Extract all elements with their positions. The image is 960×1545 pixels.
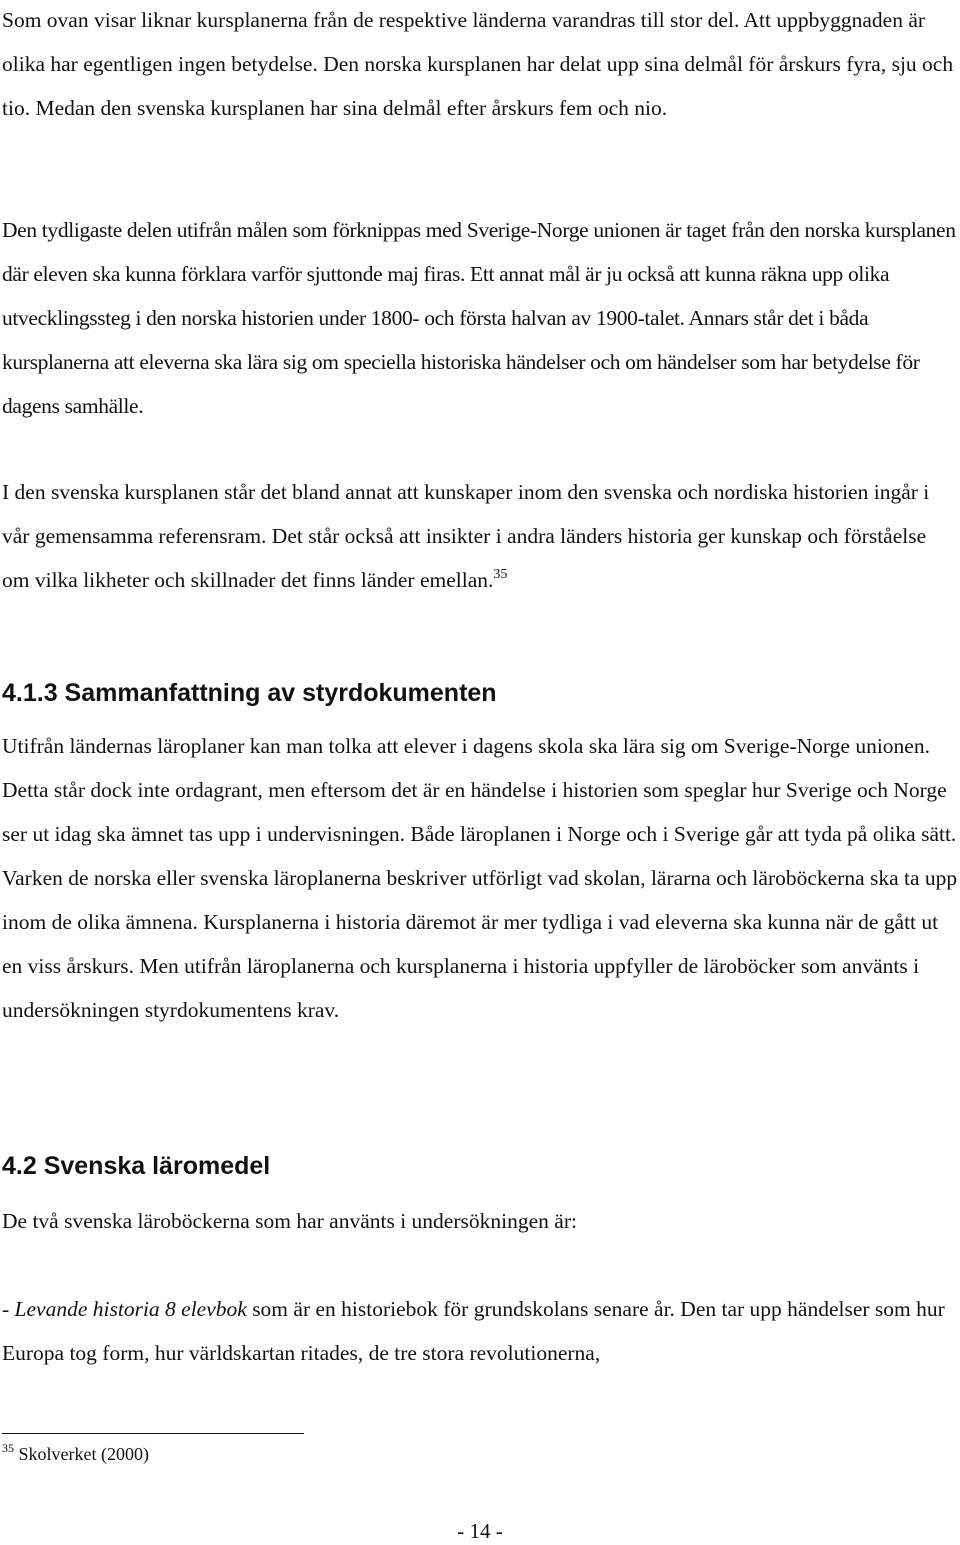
paragraph-textbook-entry — [2, 1287, 958, 1375]
footnote-number: 35 — [2, 1441, 14, 1455]
paragraph-swedish-curriculum — [2, 470, 958, 602]
book-description: som är en historiebok för grundskolans senare år. Den tar upp händelser som hur Europa tog form, hur världskartan ritades, de tre stora revolutionerna, — [2, 1297, 945, 1365]
paragraph-text: I den svenska kursplanen står det bland annat att kunskaper inom den svenska och nordiska historien ingår i vår gemensamma referensram. Det står också att insikter i andra länders historia ger kunskap och förståelse om vilka likheter och skillnader det finns länder emellan. — [2, 480, 930, 592]
footnote-text: Skolverket (2000) — [14, 1444, 149, 1464]
paragraph-union-goals: Den tydligaste delen utifrån målen som förknippas med Sverige-Norge unionen är taget från den norska kursplanen där eleven ska kunna förklara varför sjuttonde maj firas. Ett annat mål är ju också att kunna räkna upp olika utvecklingssteg i den norska historien under 1800- och första halvan av 1900-talet. Annars står det i båda kursplanerna att eleverna ska lära sig om speciella historiska händelser och om händelser som har betydelse för dagens samhälle. — [2, 218, 956, 418]
footnote-reference: 35 — [493, 567, 508, 582]
footnote — [2, 1442, 149, 1466]
page-number: - 14 - — [457, 1519, 503, 1543]
paragraph-summary: Utifrån ländernas läroplaner kan man tolka att elever i dagens skola ska lära sig om Sverige-Norge unionen. Detta står dock inte ordagrant, men eftersom det är en händelse i historien som speglar hur Sverige och Norge ser ut idag ska ämnet tas upp i undervisningen. Både läroplanen i Norge och i Sverige går att tyda på olika sätt. Varken de norska eller svenska läroplanerna beskriver utförligt vad skolan, lärarna och läroböckerna ska ta upp inom de olika ämnena. Kursplanerna i historia däremot är mer tydliga i vad eleverna ska kunna när de gått ut en viss årskurs. Men utifrån läroplanerna och kursplanerna i historia uppfyller de läroböcker som använts i undersökningen styrdokumentens krav. — [2, 734, 958, 1022]
paragraph-textbooks-intro: De två svenska läroböckerna som har använts i undersökningen är: — [2, 1209, 577, 1233]
section-heading-swedish-textbooks: 4.2 Svenska läromedel — [2, 1152, 271, 1180]
paragraph-curricula-comparison: Som ovan visar liknar kursplanerna från de respektive länderna varandras till stor del. Att uppbyggnaden är olika har egentligen ingen betydelse. Den norska kursplanen har delat upp sina delmål för årskurs fyra, sju och tio. Medan den svenska kursplanen har sina delmål efter årskurs fem och nio. — [2, 8, 954, 120]
footnote-separator — [2, 1433, 304, 1434]
book-title: Levande historia 8 elevbok — [14, 1297, 247, 1321]
section-heading-summary: 4.1.3 Sammanfattning av styrdokumenten — [2, 679, 497, 707]
list-dash: - — [2, 1297, 15, 1321]
